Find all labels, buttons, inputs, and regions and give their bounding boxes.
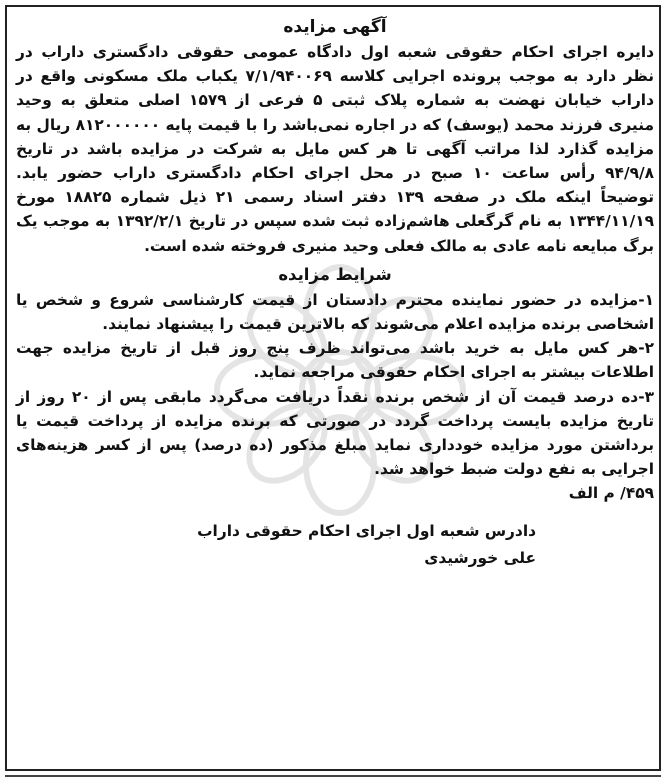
condition-item-1: ۱-مزایده در حضور نماینده محترم دادستان از قیمت کارشناسی شروع و شخص یا اشخاصی برنده مزایده اعلام می‌شوند که بالاترین قیمت را پیشنهاد نمایند.	[16, 290, 654, 334]
signature-name: علی خورشیدی	[424, 548, 536, 567]
signature-block	[16, 518, 654, 572]
conditions-title: شرایط مزایده	[278, 264, 392, 284]
signature-office: دادرس شعبه اول اجرای احکام حقوقی داراب	[197, 521, 536, 540]
notice-body: دایره اجرای احکام حقوقی شعبه اول دادگاه عمومی حقوقی دادگستری داراب در نظر دارد به موجب پرونده اجرایی کلاسه ۷/۱/۹۴۰۰۶۹ یکباب ملک مسکونی واقع در داراب خیابان نهضت به شماره پلاک ثبتی ۵ فرعی از ۱۵۷۹ اصلی متعلق به وحید منیری فرزند محمد (یوسف) که در اجاره نمی‌باشد را با قیمت پایه ۸۱۲۰۰۰۰۰۰ ریال به مزایده گذارد لذا مراتب آگهی تا هر کس مایل به شرکت در مزایده باشد در تاریخ ۹۴/۹/۸ رأس ساعت ۱۰ صبح در محل اجرای احکام دادگستری داراب حضور یابد. توضیحاً اینکه ملک در صفحه ۱۳۹ دفتر اسناد رسمی ۲۱ ذیل شماره ۱۸۸۲۵ مورخ ۱۳۴۴/۱۱/۱۹ به نام گرگعلی هاشم‌زاده ثبت شده سپس در تاریخ ۱۳۹۲/۲/۱ به موجب یک برگ مبایعه نامه عادی به مالک فعلی وحید منیری فروخته شده است.	[16, 43, 655, 255]
condition-item-2: ۲-هر کس مایل به خرید باشد می‌تواند ظرف پنج روز قبل از تاریخ مزایده جهت اطلاعات بیشتر به اجرای احکام حقوقی مراجعه نماید.	[16, 339, 654, 382]
reference-number: ۴۵۹/ م الف	[568, 484, 654, 503]
notice-title: آگهی مزایده	[283, 17, 387, 37]
bottom-divider	[5, 775, 661, 777]
auction-notice	[16, 14, 654, 572]
condition-item-3: ۳-ده درصد قیمت آن از شخص برنده نقداً دریافت می‌گردد مابقی پس از ۲۰ روز از تاریخ مزایده بایست پرداخت گردد در صورتی که برنده مزایده از پرداخت قیمت یا برداشتن مورد مزایده خودداری نماید مبلغ مذکور (ده درصد) پس از کسر هزینه‌های اجرایی به نفع دولت ضبط خواهد شد.	[16, 387, 655, 479]
